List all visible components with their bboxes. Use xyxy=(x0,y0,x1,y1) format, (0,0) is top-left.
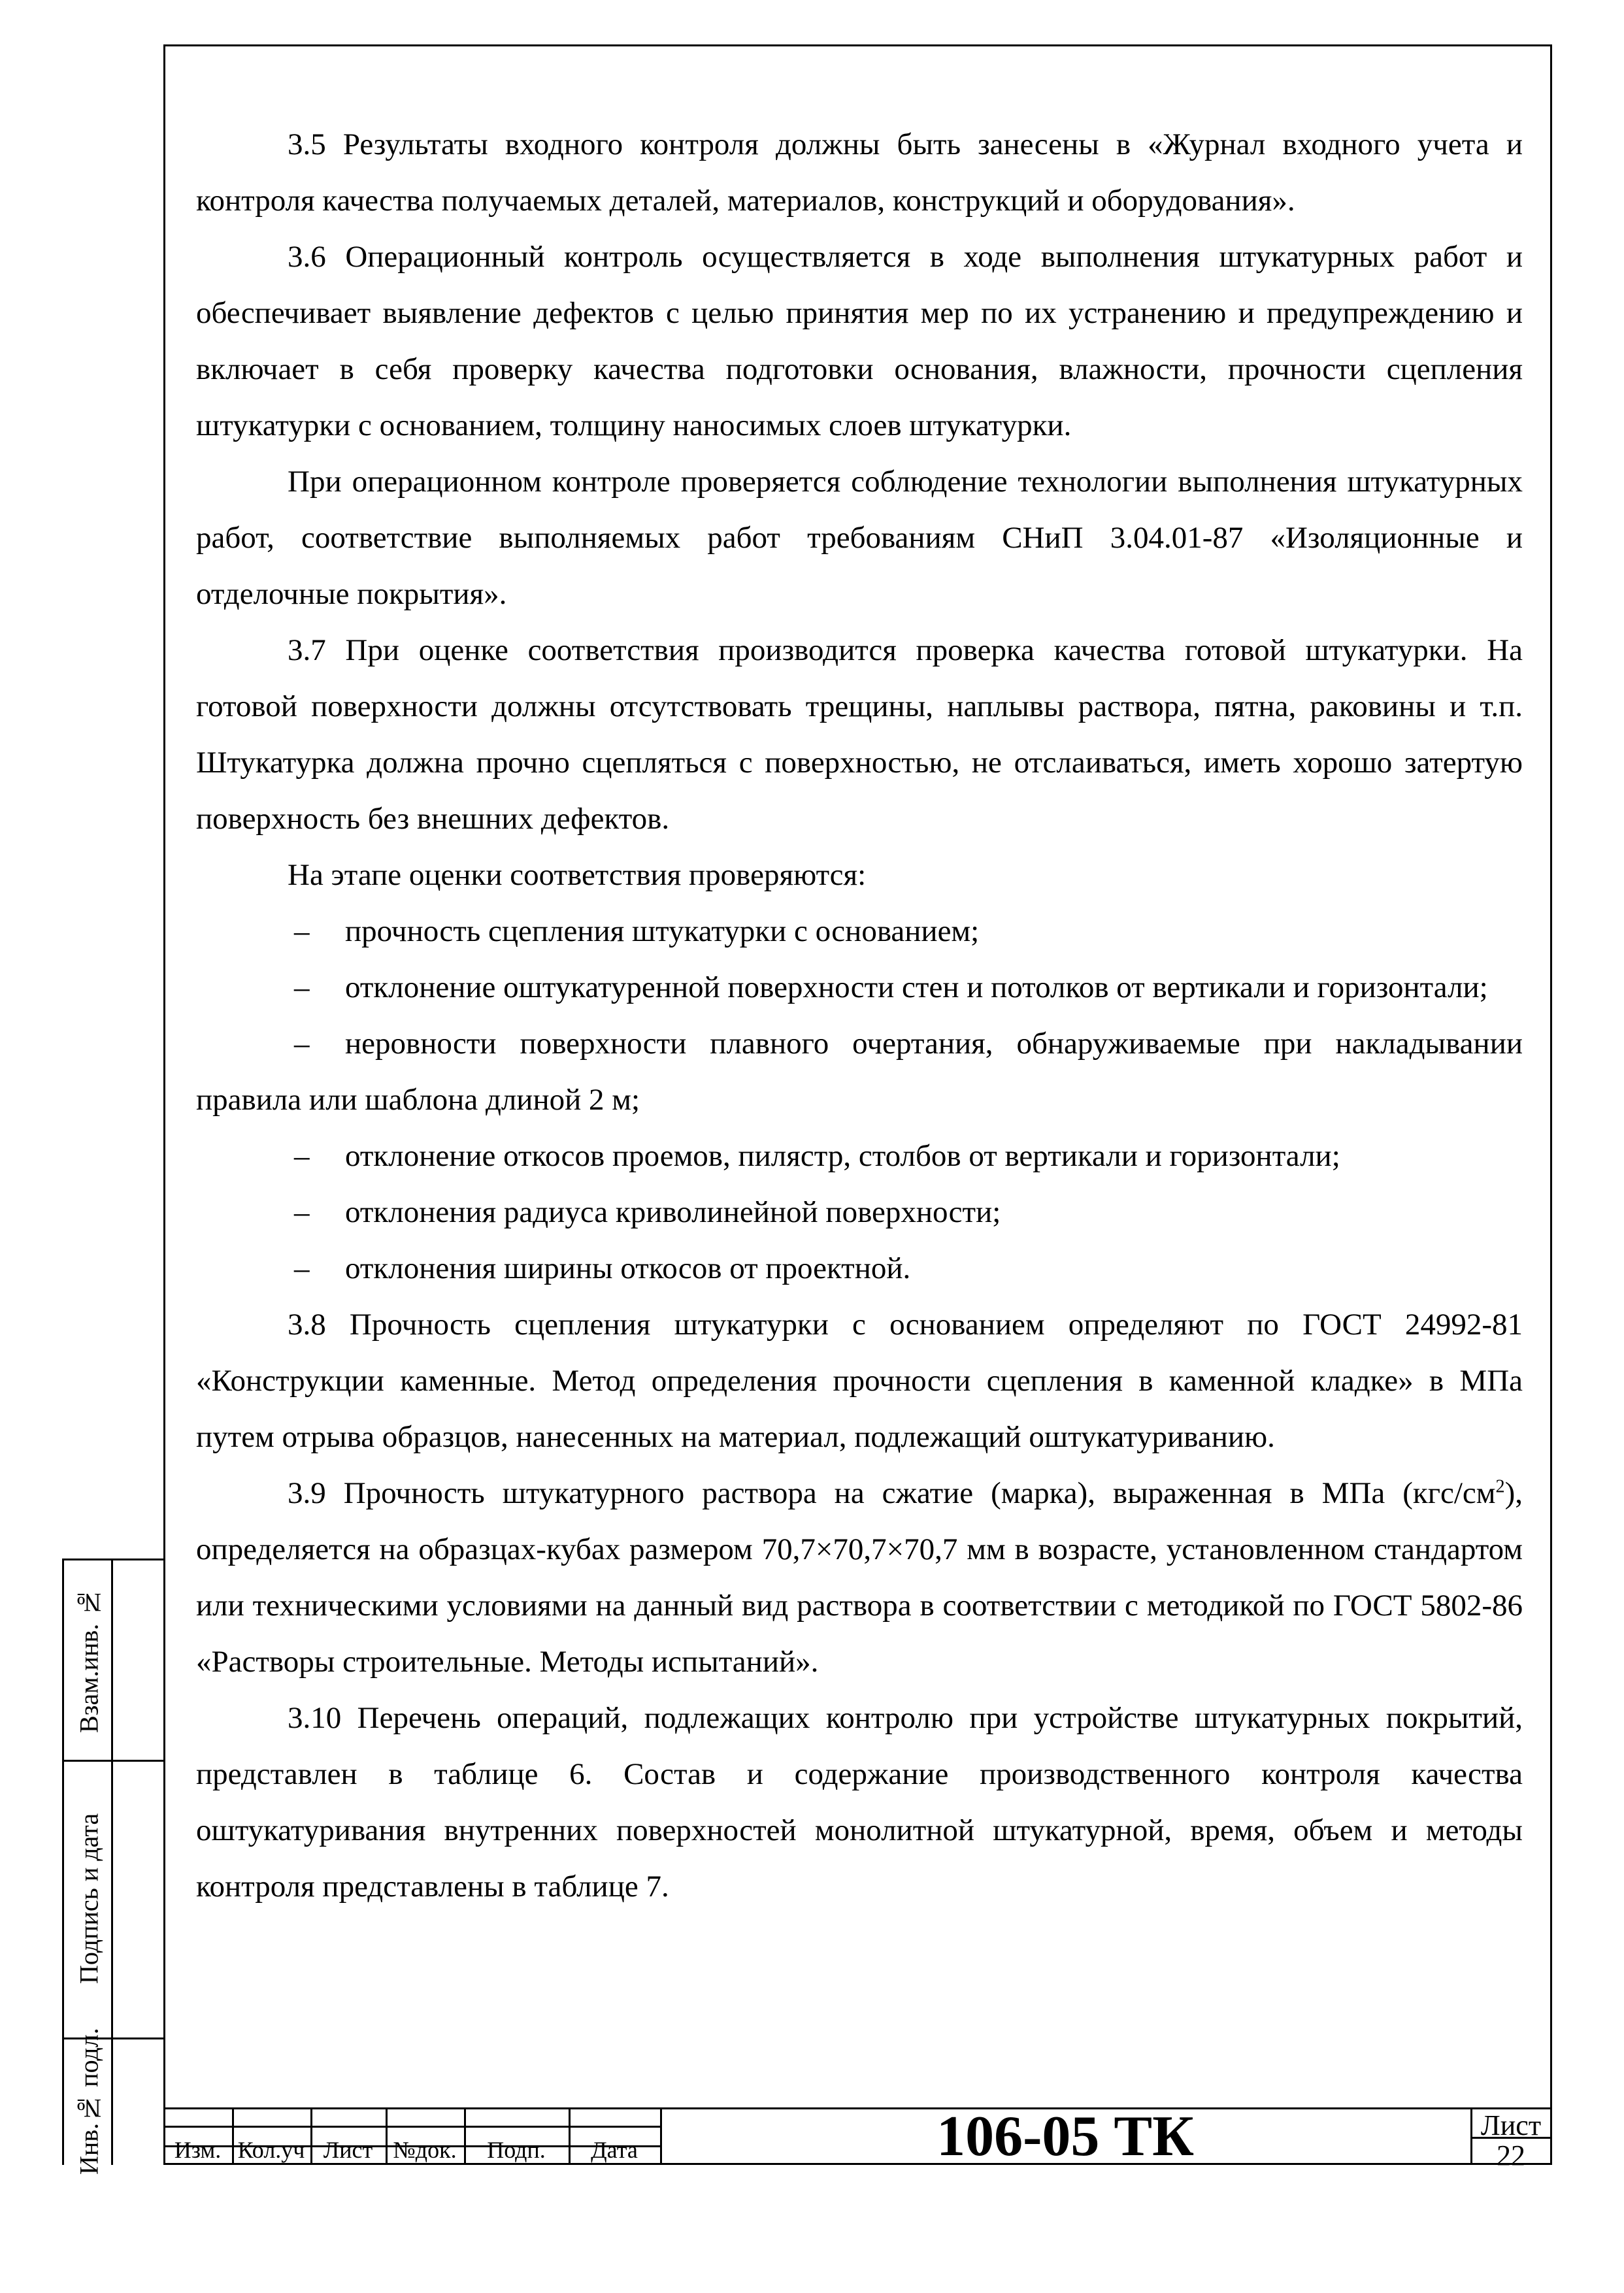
list-item-text: неровности поверхности плавного очертания, обнаруживаемые при накладывании правила или шаблона длиной 2 м; xyxy=(196,1027,1523,1117)
paragraph-3-9 xyxy=(196,1465,1523,1690)
paragraph-3-6: 3.6 Операционный контроль осуществляется в ходе выполнения штукатурных работ и обеспечивает выявление дефектов с целью принятия мер по их устранению и предупреждению и включает в себя проверку качества подготовки основания, влажности, прочности сцепления штукатурки с основанием, толщину наносимых слоев штукатурки. xyxy=(196,240,1523,442)
sheet-number: 22 xyxy=(1497,2139,1525,2171)
dash-marker: – xyxy=(294,1139,310,1173)
list-item-text: отклонения радиуса криволинейной поверхности; xyxy=(345,1195,1001,1229)
paragraph-3-10: 3.10 Перечень операций, подлежащих контролю при устройстве штукатурных покрытий, представлен в таблице 6. Состав и содержание производственного контроля качества оштукатуривания внутренних поверхностей монолитной штукатурной, время, объем и методы контроля представлены в таблице 7. xyxy=(196,1701,1523,1904)
sign-date-label: Подпись и дата xyxy=(74,1813,104,1985)
dash-marker: – xyxy=(294,970,310,1004)
dash-marker: – xyxy=(294,1195,310,1229)
sheet-label: Лист xyxy=(1480,2109,1542,2141)
paragraph-3-8: 3.8 Прочность сцепления штукатурки с основанием определяют по ГОСТ 24992-81 «Конструкции каменные. Метод определения прочности сцепления в каменной кладке» в МПа путем отрыва образцов, нанесенных на материал, подлежащий оштукатуриванию. xyxy=(196,1308,1523,1454)
list-item xyxy=(196,959,1523,1015)
dash-marker: – xyxy=(294,1027,310,1061)
dash-marker: – xyxy=(294,1251,310,1285)
dash-marker: – xyxy=(294,914,310,948)
list-item xyxy=(196,1184,1523,1240)
inv-vzam-label: Взам.инв. № xyxy=(74,1587,104,1733)
document-body xyxy=(196,116,1523,1915)
list-item-text: отклонения ширины откосов от проектной. xyxy=(345,1251,911,1285)
data-header: Дата xyxy=(591,2137,638,2163)
list-item xyxy=(196,1128,1523,1184)
title-block-top-line xyxy=(163,2107,1552,2109)
list-item-text: прочность сцепления штукатурки с основанием; xyxy=(345,914,980,948)
list-item xyxy=(196,1015,1523,1128)
kol-uch-header: Кол.уч xyxy=(237,2137,305,2163)
paragraph-3-9-start: 3.9 Прочность штукатурного раствора на сжатие (марка), выраженная в МПа (кгс/см xyxy=(288,1476,1496,1510)
side-stamp-divider xyxy=(111,1560,113,2165)
paragraph-3-7-intro: На этапе оценки соответствия проверяются: xyxy=(288,858,867,892)
izm-header: Изм. xyxy=(174,2137,222,2163)
document-code: 106-05 ТК xyxy=(936,2105,1194,2168)
paragraph-3-5: 3.5 Результаты входного контроля должны быть занесены в «Журнал входного учета и контроля качества получаемых деталей, материалов, конструкций и оборудования». xyxy=(196,127,1523,218)
list-item-text: отклонение оштукатуренной поверхности стен и потолков от вертикали и горизонтали; xyxy=(345,970,1488,1004)
list-item xyxy=(196,1240,1523,1296)
podp-header: Подп. xyxy=(487,2137,546,2163)
title-block xyxy=(163,2105,1552,2171)
paragraph-3-7: 3.7 При оценке соответствия производится проверка качества готовой штукатурки. На готовой поверхности должны отсутствовать трещины, наплывы раствора, пятна, раковины и т.п. Штукатурка должна прочно сцепляться с поверхностью, не отслаиваться, иметь хорошо затертую поверхность без внешних дефектов. xyxy=(196,633,1523,836)
superscript-2: 2 xyxy=(1495,1476,1505,1497)
list-item xyxy=(196,903,1523,959)
list-item-text: отклонение откосов проемов, пилястр, столбов от вертикали и горизонтали; xyxy=(345,1139,1340,1173)
ndok-header: №док. xyxy=(393,2137,457,2163)
inv-podl-label: Инв.№ подл. xyxy=(74,2028,104,2175)
list-header: Лист xyxy=(323,2137,373,2163)
paragraph-3-9-end: ), определяется на образцах-кубах размером 70,7×70,7×70,7 мм в возрасте, установленном стандартом или техническими условиями на данный вид раствора в соответствии с методикой по ГОСТ 5802-86 «Растворы строительные. Методы испытаний». xyxy=(196,1476,1523,1679)
paragraph-3-6-operational: При операционном контроле проверяется соблюдение технологии выполнения штукатурных работ, соответствие выполняемых работ требованиям СНиП 3.04.01-87 «Изоляционные и отделочные покрытия». xyxy=(196,465,1523,611)
title-block-row-line xyxy=(163,2126,660,2128)
side-stamp xyxy=(62,1559,163,2175)
